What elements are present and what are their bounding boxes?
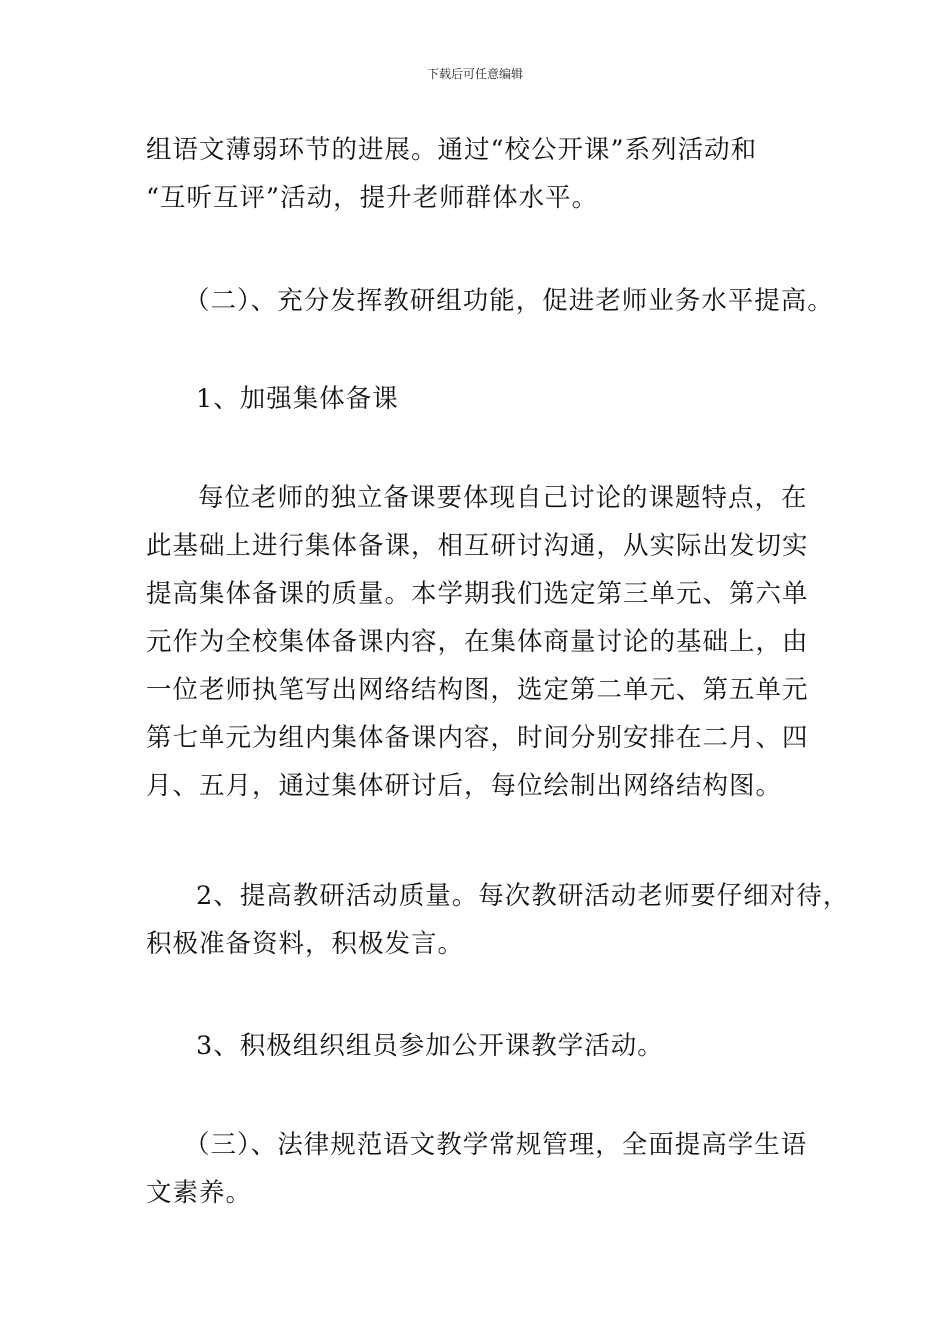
subheading-3 <box>196 1022 872 1070</box>
paragraph-1 <box>146 126 822 222</box>
text-line: 3、积极组织组员参加公开课教学活动。 <box>196 1031 664 1061</box>
text-line: 此基础上进行集体备课，相互研讨沟通，从实际出发切实 <box>146 531 809 561</box>
section-heading-3 <box>146 1121 860 1217</box>
subheading-1 <box>196 375 872 423</box>
text-line: （三）、法律规范语文教学常规管理，全面提高学生语 <box>184 1130 808 1160</box>
text-line: 第七单元为组内集体备课内容，时间分别安排在二月、四 <box>146 723 809 753</box>
text-line: 一位老师执笔写出网络结构图，选定第二单元、第五单元 <box>146 675 809 705</box>
text-line: 2、提高教研活动质量。每次教研活动老师要仔细对待， <box>196 881 850 911</box>
paragraph-collective-prep <box>146 474 822 810</box>
text-line: 月、五月，通过集体研讨后，每位绘制出网络结构图。 <box>146 771 783 801</box>
page-header: 下载后可任意编辑 <box>426 67 523 81</box>
text-line: 每位老师的独立备课要体现自己讨论的课题特点，在 <box>198 483 808 513</box>
text-line: 组语文薄弱环节的进展。通过“校公开课”系列活动和 <box>146 135 758 165</box>
paragraph-research-quality <box>146 872 850 968</box>
text-line: （二）、充分发挥教研组功能，促进老师业务水平提高。 <box>184 286 834 316</box>
text-line: 元作为全校集体备课内容，在集体商量讨论的基础上，由 <box>146 627 809 657</box>
text-line: 提高集体备课的质量。本学期我们选定第三单元、第六单 <box>146 579 809 609</box>
text-line: “互听互评”活动，提升老师群体水平。 <box>146 183 599 213</box>
text-line: 文素养。 <box>146 1178 253 1208</box>
text-line: 积极准备资料，积极发言。 <box>146 929 465 959</box>
text-line: 1、加强集体备课 <box>196 384 399 414</box>
section-heading-2 <box>184 277 860 325</box>
